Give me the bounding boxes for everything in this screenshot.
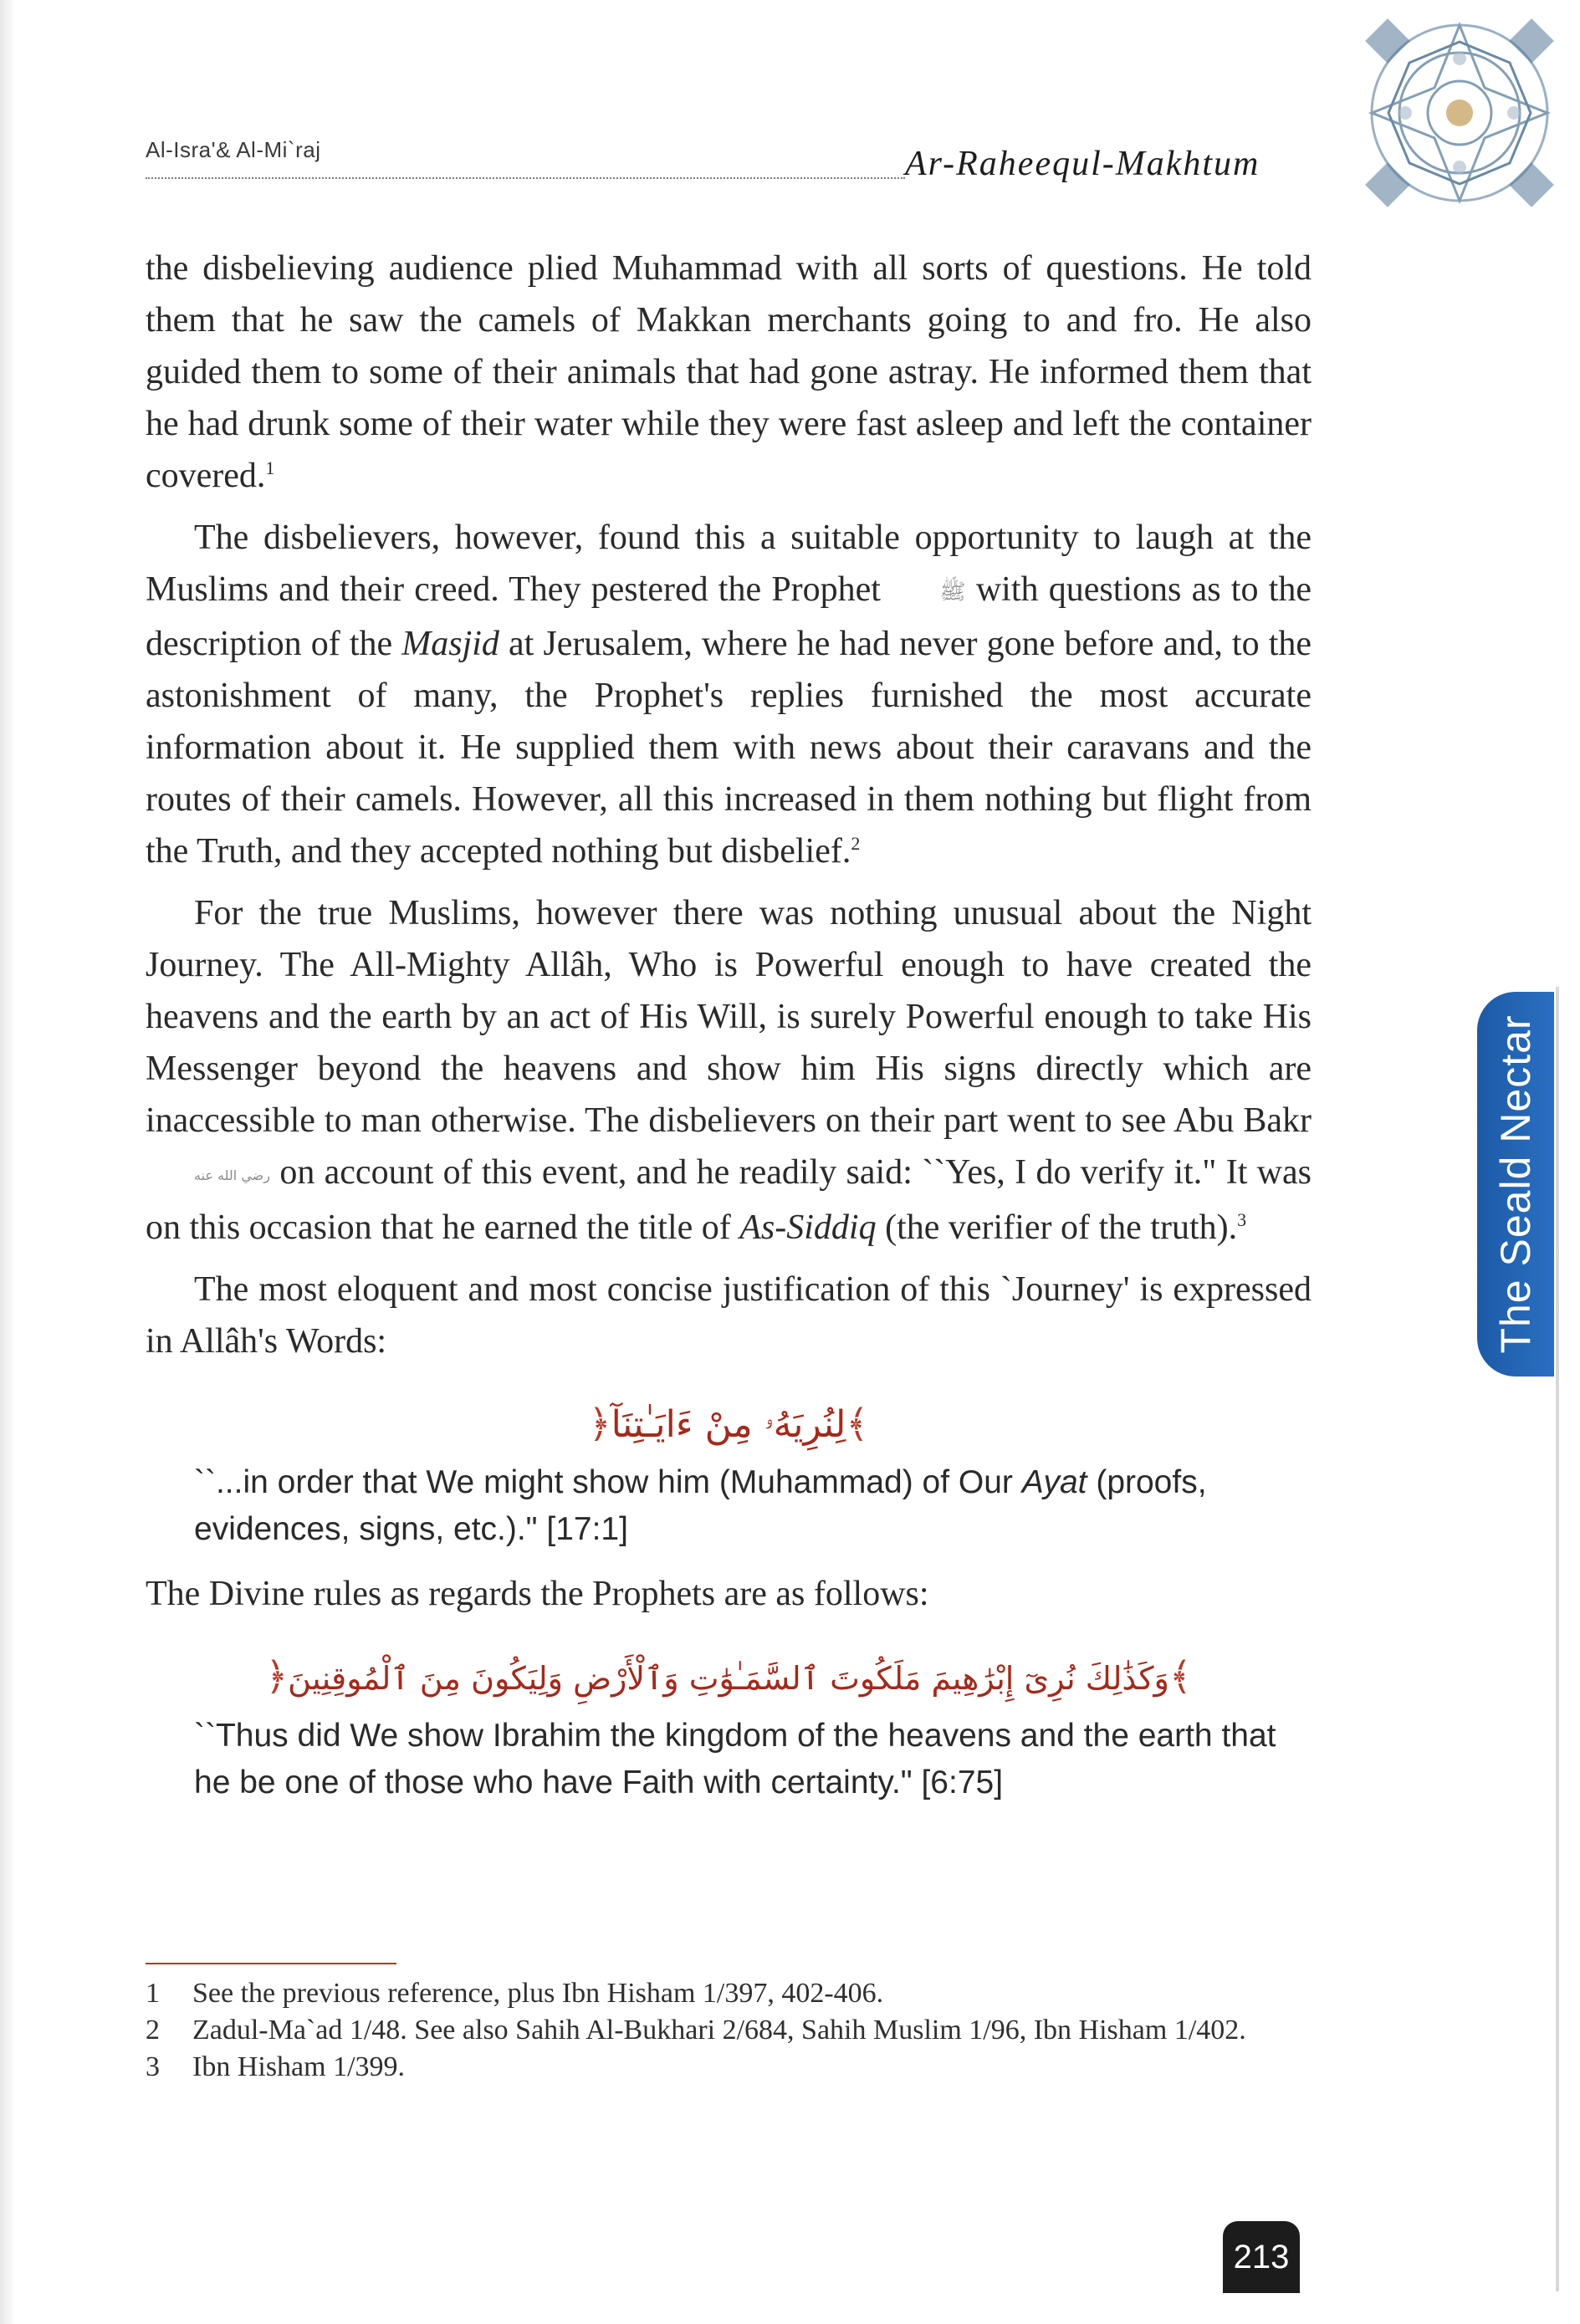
footnote-text: Ibn Hisham 1/399. xyxy=(192,2051,406,2082)
paragraph-5 xyxy=(146,1568,1312,1620)
page-number: 213 xyxy=(1223,2221,1300,2293)
footnote-separator xyxy=(146,1963,396,1964)
footnote-ref-3: 3 xyxy=(1237,1208,1247,1230)
side-tab-label: The Seald Nectar xyxy=(1492,1014,1539,1354)
footnote-text: See the previous reference, plus Ibn Hisham 1/397, 402-406. xyxy=(192,1978,884,2009)
running-header-section: Al-Isra'& Al-Mi`raj xyxy=(146,137,321,162)
verse-bracket-open: ﴿ xyxy=(265,1652,289,1698)
paragraph-2 xyxy=(146,512,1312,877)
salutation-icon: ﷺ xyxy=(939,580,966,605)
footnote-number: 3 xyxy=(146,2051,160,2082)
book-side-tab xyxy=(1477,992,1554,1377)
paragraph-2-text-c: at Jerusalem, where he had never gone before and, to the astonishment of many, the Prophet's replies furnished the most accurate information about it. He supplied them with news about their caravans and the routes of their camels. However, all this increased in them nothing but flight from the Truth, and they accepted nothing but disbelief. xyxy=(146,625,1312,871)
footnotes xyxy=(146,1975,1312,2086)
footnote-1 xyxy=(146,1975,1312,2012)
paragraph-4 xyxy=(146,1264,1312,1367)
verse-bracket-close: ﴾ xyxy=(846,1400,869,1446)
term-as-siddiq: As-Siddiq xyxy=(739,1208,877,1247)
paragraph-1-text: the disbelieving audience plied Muhammad with all sorts of questions. He told them that he saw the camels of Makkan merchants going to and fro. He also guided them to some of their animals that had gone astray. He informed them that he had drunk some of their water while they were fast asleep and left the container covered. xyxy=(146,249,1312,495)
footnote-ref-2: 2 xyxy=(851,833,861,855)
quran-verse-17-1-translation xyxy=(146,1459,1312,1553)
term-masjid: Masjid xyxy=(401,625,499,664)
footnote-2 xyxy=(146,2012,1312,2049)
quran-verse-17-1-arabic xyxy=(146,1397,1312,1451)
footnote-ref-1: 1 xyxy=(265,457,275,478)
running-header-book-title: Ar-Raheequl-Makhtum xyxy=(905,145,1260,183)
verse-arabic-text: وَكَذَٰلِكَ نُرِىٓ إِبْرَٰهِيمَ مَلَكُوتَ ٱلسَّمَـٰوَٰتِ وَٱلْأَرْضِ وَلِيَكُونَ مِنَ ٱلْمُوقِنِينَ xyxy=(288,1659,1169,1697)
verse-bracket-open: ﴿ xyxy=(588,1400,611,1446)
paragraph-2-text-a: The disbelievers, however, found this a suitable opportunity to laugh at the Muslims and their creed. They pestered the Prophet xyxy=(146,518,1312,609)
verse-translation-text-a: ``...in order that We might show him (Muhammad) of Our xyxy=(194,1463,1013,1500)
header-dotted-rule xyxy=(146,177,905,179)
verse-arabic-text: لِنُرِيَهُۥ مِنْ ءَايَـٰتِنَآ xyxy=(611,1402,846,1446)
islamic-tile-ornament-icon xyxy=(1355,8,1564,217)
paragraph-3-text-b: on account of this event, and he readily said: ``Yes, I do verify it." It was on this occasion that he earned the title of xyxy=(146,1153,1312,1247)
footnote-3 xyxy=(146,2049,1312,2086)
paragraph-5-text: The Divine rules as regards the Prophets are as follows: xyxy=(146,1574,929,1613)
quran-verse-6-75-translation: ``Thus did We show Ibrahim the kingdom of the heavens and the earth that he be one of those who have Faith with certainty." [6:75] xyxy=(194,1717,1276,1800)
verse-translation-text-b: (proofs, evidences, signs, etc.)." [17:1] xyxy=(194,1463,1207,1547)
paragraph-3-text-a: For the true Muslims, however there was nothing unusual about the Night Journey. The All-Mighty Allâh, Who is Powerful enough to have created the heavens and the earth by an act of His Will, is surely Powerful enough to take His Messenger beyond the heavens and show him His signs directly which are inaccessible to man otherwise. The disbelievers on their part went to see Abu Bakr xyxy=(146,894,1312,1141)
quran-verse-6-75-arabic xyxy=(146,1650,1312,1704)
paragraph-3-text-c: (the verifier of the truth). xyxy=(885,1208,1238,1247)
binding-shadow xyxy=(0,0,15,2324)
paragraph-2-text-b: with questions as to the description of the xyxy=(146,570,1312,664)
term-ayat: Ayat xyxy=(1021,1463,1087,1500)
footnote-text: Zadul-Ma`ad 1/48. See also Sahih Al-Bukhari 2/684, Sahih Muslim 1/96, Ibn Hisham 1/402. xyxy=(192,2015,1246,2046)
paragraph-3 xyxy=(146,887,1312,1253)
footnote-number: 1 xyxy=(146,1978,160,2009)
paragraph-4-text: The most eloquent and most concise justification of this `Journey' is expressed in Allâh's Words: xyxy=(146,1269,1312,1361)
footnote-number: 2 xyxy=(146,2015,160,2046)
radiallahu-icon: رضي الله عنه xyxy=(194,1167,270,1183)
paragraph-1 xyxy=(146,243,1312,502)
page-edge-line xyxy=(1556,987,1559,2291)
verse-bracket-close: ﴾ xyxy=(1168,1652,1192,1698)
main-text xyxy=(146,243,1312,1821)
